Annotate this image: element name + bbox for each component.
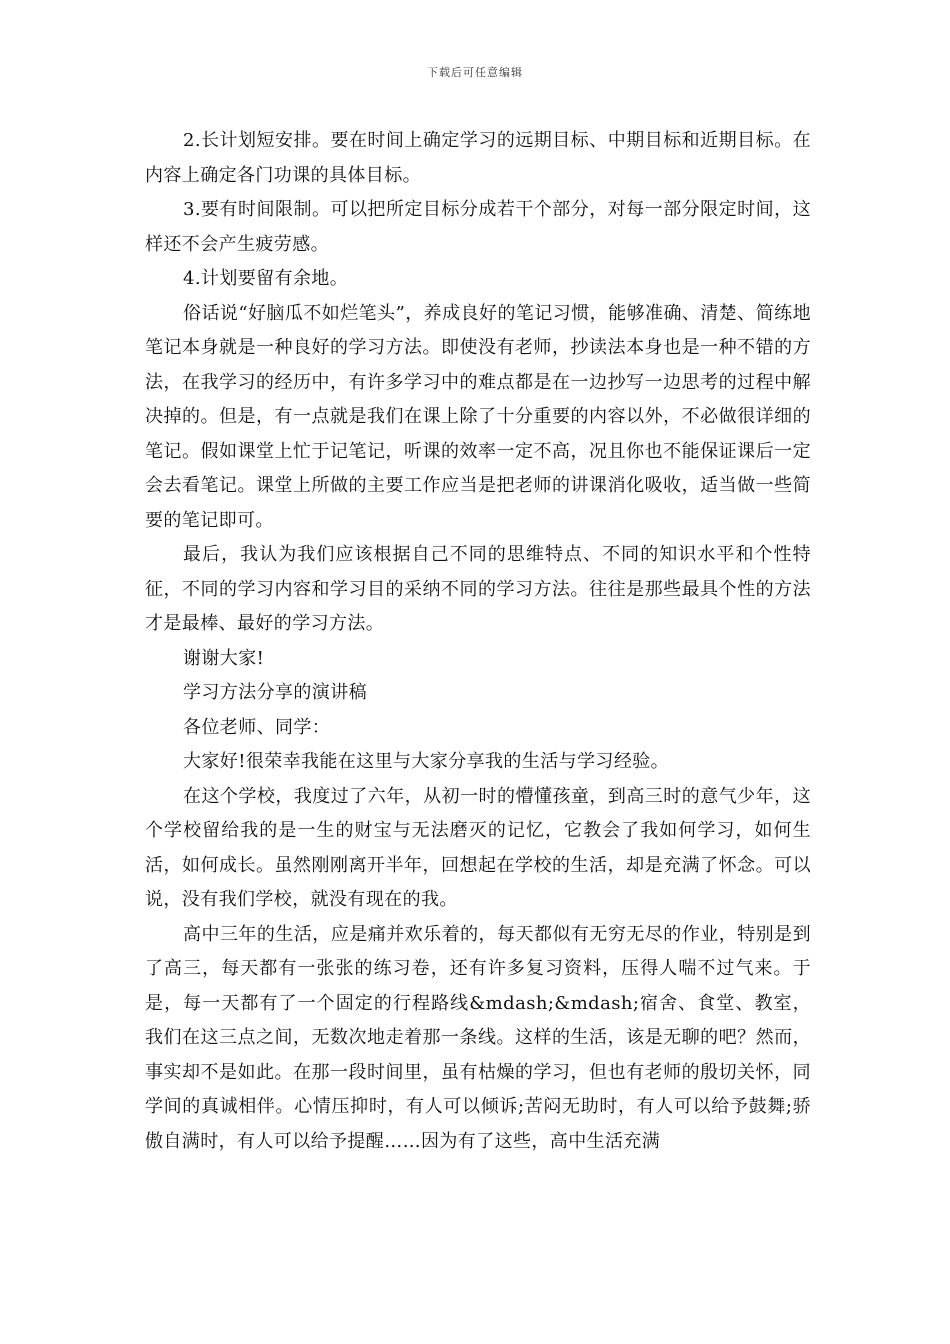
- paragraph-conclusion: 最后，我认为我们应该根据自己不同的思维特点、不同的知识水平和个性特征，不同的学习内容和学习目的采纳不同的学习方法。往往是那些最具个性的方法才是最棒、最好的学习方法。: [145, 544, 811, 634]
- paragraph-plan-long-short: 2.长计划短安排。要在时间上确定学习的远期目标、中期目标和近期目标。在内容上确定各门功课的具体目标。: [145, 130, 811, 186]
- paragraph-note-taking: 俗话说“好脑瓜不如烂笔头”，养成良好的笔记习惯，能够准确、清楚、简练地笔记本身就是一种良好的学习方法。即使没有老师，抄读法本身也是一种不错的方法，在我学习的经历中，有许多学习中的难点都是在一边抄写一边思考的过程中解决掉的。但是，有一点就是我们在课上除了十分重要的内容以外，不必做很详细的笔记。假如课堂上忙于记笔记，听课的效率一定不高，况且你也不能保证课后一定会去看笔记。课堂上所做的主要工作应当是把老师的讲课消化吸收，适当做一些简要的笔记即可。: [145, 302, 811, 531]
- paragraph-thanks: 谢谢大家!: [183, 647, 265, 669]
- paragraph-high-school-life: 高中三年的生活，应是痛并欢乐着的，每天都似有无穷无尽的作业，特别是到了高三，每天都有一张张的练习卷，还有许多复习资料，压得人喘不过气来。于是，每一天都有了一个固定的行程路线&mdash;&mdash;宿舍、食堂、教室，我们在这三点之间，无数次地走着那一条线。这样的生活，该是无聊的吧？然而，事实却不是如此。在那一段时间里，虽有枯燥的学习，但也有老师的殷切关怀，同学间的真诚相伴。心情压抑时，有人可以倾诉;苦闷无助时，有人可以给予鼓舞;骄傲自满时，有人可以给予提醒……因为有了这些，高中生活充满: [145, 923, 811, 1152]
- speech-salutation: 各位老师、同学：: [183, 716, 331, 738]
- speech-greeting: 大家好!很荣幸我能在这里与大家分享我的生活与学习经验。: [183, 751, 670, 772]
- document-body: [145, 124, 811, 1159]
- paragraph-time-limit: 3.要有时间限制。可以把所定目标分成若干个部分，对每一部分限定时间，这样还不会产生疲劳感。: [145, 199, 811, 255]
- page-header: 下载后可任意编辑: [427, 66, 523, 79]
- paragraph-school-years: 在这个学校，我度过了六年，从初一时的懵懂孩童，到高三时的意气少年，这个学校留给我的是一生的财宝与无法磨灭的记忆，它教会了我如何学习，如何生活，如何成长。虽然刚刚离开半年，回想起在学校的生活，却是充满了怀念。可以说，没有我们学校，就没有现在的我。: [145, 785, 811, 910]
- speech-title: 学习方法分享的演讲稿: [183, 682, 367, 703]
- paragraph-leave-room: 4.计划要留有余地。: [183, 268, 349, 289]
